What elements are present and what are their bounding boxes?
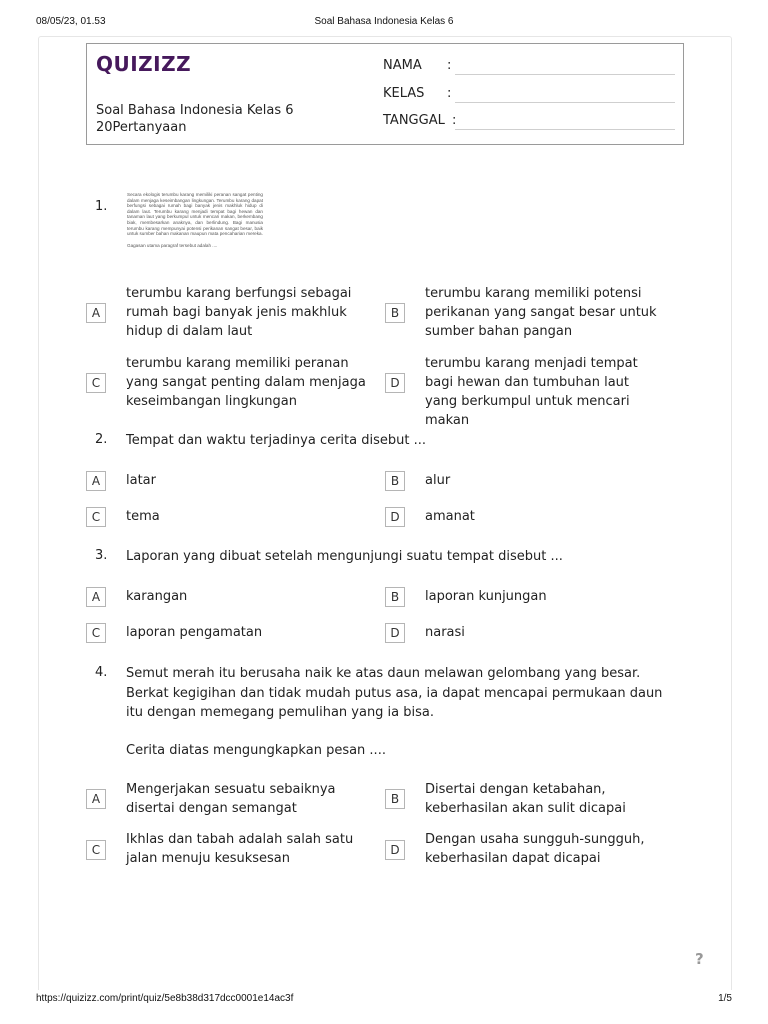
question-text: Tempat dan waktu terjadinya cerita disebut ...: [126, 433, 426, 448]
option-letter-b[interactable]: B: [385, 587, 405, 607]
option-text: narasi: [425, 625, 465, 640]
option-letter-c[interactable]: C: [86, 373, 106, 393]
option-text: terumbu karang memiliki potensi perikanan yang sangat besar untuk sumber bahan pangan: [425, 286, 657, 339]
question-prompt: Cerita diatas mengungkapkan pesan ....: [126, 743, 386, 758]
question-number: 4.: [95, 665, 108, 680]
option-letter-b[interactable]: B: [385, 789, 405, 809]
option-letter-b[interactable]: B: [385, 471, 405, 491]
print-footer: [36, 993, 732, 1007]
date-field: [383, 113, 675, 133]
option-letter-d[interactable]: D: [385, 507, 405, 527]
quizizz-logo: QUIZIZZ: [96, 52, 192, 76]
print-header: [36, 16, 732, 30]
question-image: [127, 192, 263, 270]
option-text: alur: [425, 473, 451, 488]
class-field: [383, 86, 675, 106]
option-text: latar: [126, 473, 156, 488]
class-line: [455, 102, 675, 103]
option-letter-a[interactable]: A: [86, 587, 106, 607]
class-label: KELAS: [383, 86, 425, 101]
option-letter-c[interactable]: C: [86, 840, 106, 860]
question-mark-icon[interactable]: ?: [695, 950, 704, 968]
option-text: laporan pengamatan: [126, 625, 263, 640]
option-letter-a[interactable]: A: [86, 471, 106, 491]
date-colon: :: [452, 113, 457, 128]
option-text: Mengerjakan sesuatu sebaiknya disertai dengan semangat: [126, 782, 336, 816]
page-number: 1/5: [718, 993, 732, 1004]
option-letter-d[interactable]: D: [385, 840, 405, 860]
question-number: 2.: [95, 432, 108, 447]
option-letter-a[interactable]: A: [86, 789, 106, 809]
option-text: laporan kunjungan: [425, 589, 547, 604]
name-line: [455, 74, 675, 75]
name-label: NAMA: [383, 58, 422, 73]
print-date: 08/05/23, 01.53: [36, 16, 106, 27]
class-colon: :: [447, 86, 452, 101]
option-text: Ikhlas dan tabah adalah salah satu jalan menuju kesuksesan: [126, 832, 354, 866]
question-count: 20Pertanyaan: [96, 120, 187, 135]
quiz-title: Soal Bahasa Indonesia Kelas 6: [96, 103, 294, 118]
print-url: https://quizizz.com/print/quiz/5e8b38d317dcc0001e14ac3f: [36, 993, 294, 1004]
option-letter-c[interactable]: C: [86, 623, 106, 643]
question-number: 1.: [95, 199, 108, 214]
option-text: terumbu karang berfungsi sebagai rumah bagi banyak jenis makhluk hidup di dalam laut: [126, 286, 352, 339]
option-letter-d[interactable]: D: [385, 623, 405, 643]
option-text: tema: [126, 509, 160, 524]
date-line: [455, 129, 675, 130]
print-document-title: Soal Bahasa Indonesia Kelas 6: [314, 16, 454, 27]
date-label: TANGGAL: [383, 113, 445, 128]
name-field: [383, 58, 675, 78]
option-text: Dengan usaha sungguh-sungguh, keberhasilan dapat dicapai: [425, 832, 645, 866]
question-number: 3.: [95, 548, 108, 563]
option-text: terumbu karang menjadi tempat bagi hewan dan tumbuhan laut yang berkumpul untuk mencari makan: [425, 356, 638, 428]
option-text: Disertai dengan ketabahan, keberhasilan akan sulit dicapai: [425, 782, 626, 816]
option-text: karangan: [126, 589, 188, 604]
name-colon: :: [447, 58, 452, 73]
option-letter-b[interactable]: B: [385, 303, 405, 323]
option-letter-d[interactable]: D: [385, 373, 405, 393]
question-text: Laporan yang dibuat setelah mengunjungi suatu tempat disebut ...: [126, 549, 563, 564]
option-text: amanat: [425, 509, 475, 524]
option-text: terumbu karang memiliki peranan yang sangat penting dalam menjaga keseimbangan lingkungan: [126, 356, 366, 409]
option-letter-c[interactable]: C: [86, 507, 106, 527]
question-text: Semut merah itu berusaha naik ke atas daun melawan gelombang yang besar. Berkat kegigihan dan tidak mudah putus asa, ia dapat mencapai permukaan daun itu dengan memegang pemulihan yang ia bisa.: [126, 666, 663, 720]
option-letter-a[interactable]: A: [86, 303, 106, 323]
question-image-prompt: Gagasan utama paragraf tersebut adalah ....: [127, 242, 218, 248]
question-image-passage: Secara ekologis terumbu karang memiliki peranan sangat penting dalam menjaga keseimbangan lingkungan. Terumbu karang dapat berfungsi sebagai rumah bagi banyak jenis makhluk hidup di dalam laut. Terumbu karang menjadi tempat bagi hewan dan tanaman laut yang berkumpul untuk mencari makan, berkembang biak, membesarkan anaknya, dan berlindung. Bagi manusia terumbu karang mempunyai potensi perikanan sangat besar, baik untuk sumber bahan makanan maupun mata pencaharian mereka.: [127, 192, 263, 237]
